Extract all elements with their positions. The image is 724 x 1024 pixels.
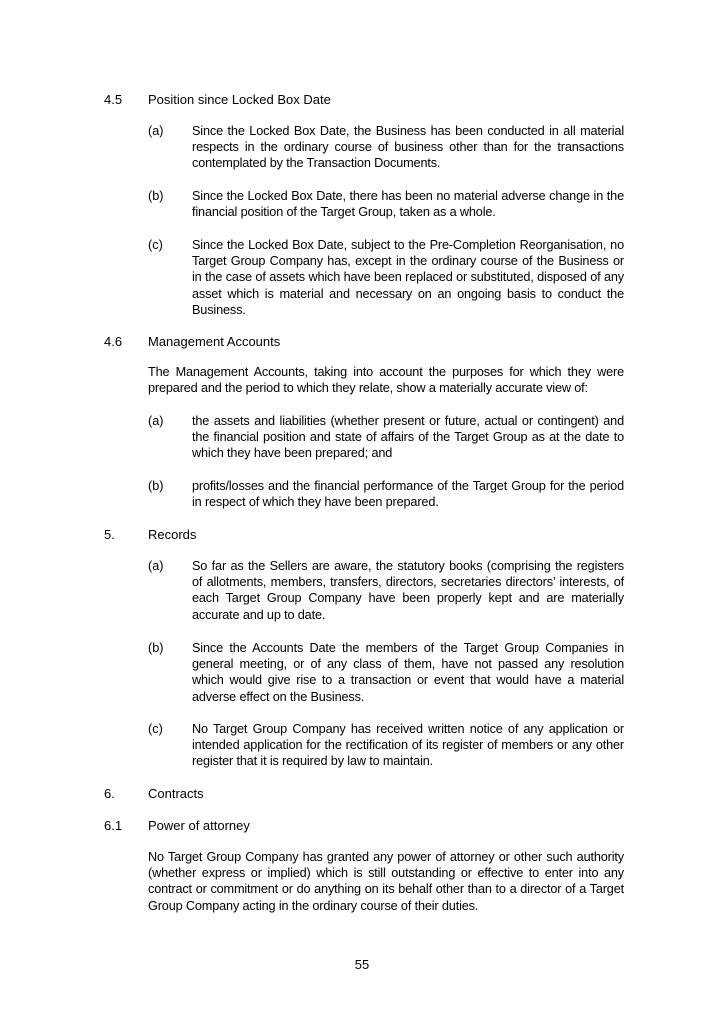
- clause-label: (b): [148, 641, 164, 655]
- section-6-1-body: No Target Group Company has granted any power of attorney or other such authority (whether express or implied) which is still outstanding or effective to enter into any contract or commitment or do anything on its behalf other than to a director of a Target Group Company acting in the ordinary course of their duties.: [148, 850, 624, 913]
- section-4-6-intro: The Management Accounts, taking into account the purposes for which they were prepared and the period to which they relate, show a materially accurate view of:: [148, 365, 624, 396]
- section-title: Management Accounts: [148, 334, 281, 349]
- clause-label: (c): [148, 722, 163, 736]
- clause-5-b: [148, 640, 624, 705]
- section-title: Position since Locked Box Date: [148, 92, 331, 107]
- section-title: Power of attorney: [148, 818, 250, 833]
- clause-label: (b): [148, 479, 164, 493]
- clause-4-6-b: [148, 478, 624, 510]
- clause-4-5-a: [148, 123, 624, 172]
- clause-label: (a): [148, 414, 164, 428]
- section-number: 5.: [104, 527, 115, 542]
- clause-text: Since the Accounts Date the members of the Target Group Companies in general meeting, or of any class of them, have not passed any resolution which would give rise to a transaction or event that would have a material adverse effect on the Business.: [192, 641, 624, 704]
- clause-4-5-b: [148, 188, 624, 220]
- clause-text: Since the Locked Box Date, the Business has been conducted in all material respects in the ordinary course of business other than for the transactions contemplated by the Transaction Documents.: [192, 124, 624, 171]
- clause-4-5-c: [148, 237, 624, 318]
- section-number: 6.: [104, 786, 115, 801]
- clause-4-6-a: [148, 413, 624, 462]
- clause-label: (c): [148, 238, 163, 252]
- clause-label: (a): [148, 124, 164, 138]
- clause-text: Since the Locked Box Date, there has been no material adverse change in the financial position of the Target Group, taken as a whole.: [192, 189, 624, 220]
- section-title: Records: [148, 527, 197, 542]
- page-number: 55: [354, 957, 370, 972]
- clause-5-c: [148, 721, 624, 770]
- section-number: 6.1: [104, 818, 123, 833]
- clause-text: Since the Locked Box Date, subject to the Pre-Completion Reorganisation, no Target Group Company has, except in the ordinary course of the Business or in the case of assets which have been replaced or substituted, disposed of any asset which is material and necessary on an ongoing basis to conduct the Business.: [192, 238, 624, 317]
- section-number: 4.6: [104, 334, 123, 349]
- clause-text: the assets and liabilities (whether present or future, actual or contingent) and the financial position and state of affairs of the Target Group as at the date to which they have been prepared; and: [192, 414, 624, 461]
- clause-text: So far as the Sellers are aware, the statutory books (comprising the registers of allotments, members, transfers, directors, secretaries directors’ interests, of each Target Group Company have been properly kept and are materially accurate and up to date.: [192, 559, 624, 622]
- clause-5-a: [148, 558, 624, 623]
- clause-label: (b): [148, 189, 164, 203]
- section-number: 4.5: [104, 92, 123, 107]
- clause-text: No Target Group Company has received written notice of any application or intended application for the rectification of its register of members or any other register that it is required by law to maintain.: [192, 722, 624, 769]
- clause-text: profits/losses and the financial performance of the Target Group for the period in respect of which they have been prepared.: [192, 479, 624, 510]
- section-title: Contracts: [148, 786, 204, 801]
- clause-label: (a): [148, 559, 164, 573]
